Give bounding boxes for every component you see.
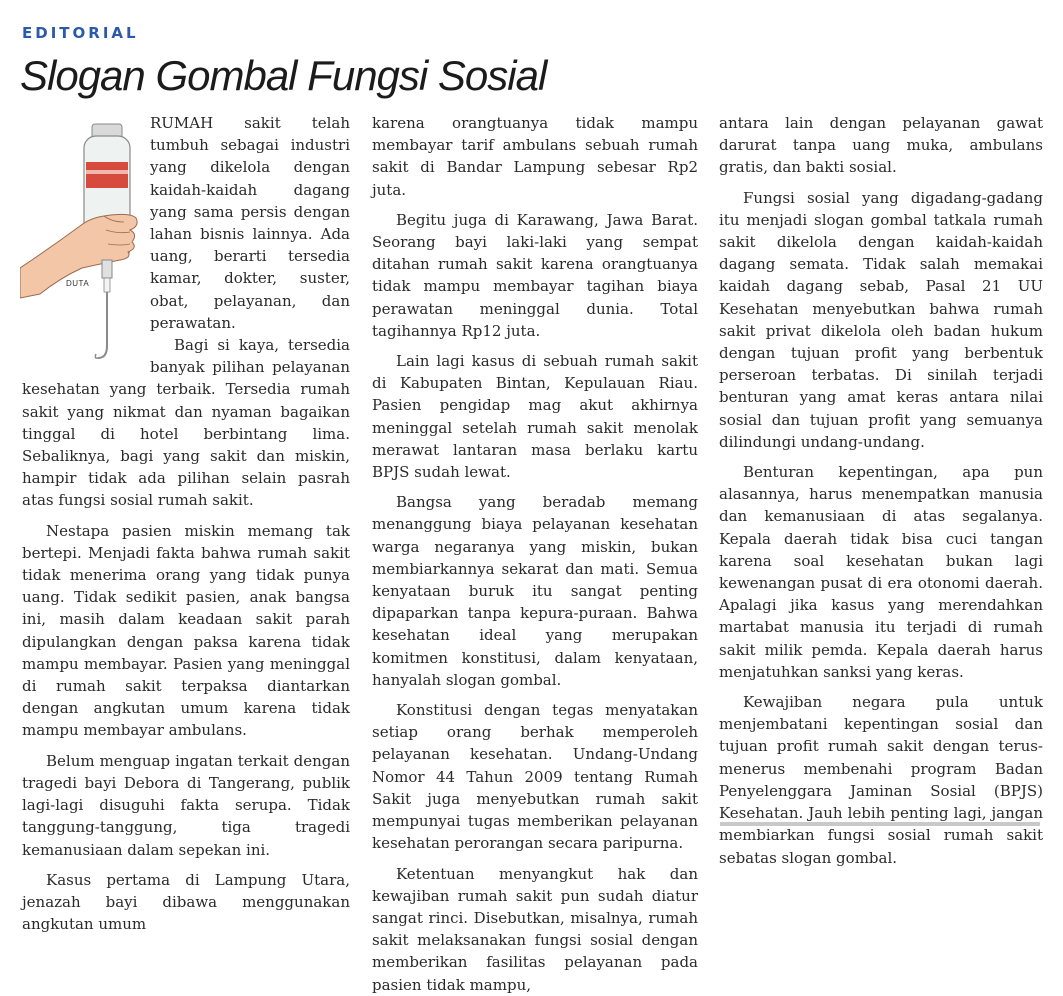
paragraph: karena orangtuanya tidak mampu membayar tarif ambulans sebuah rumah sakit di Bandar Lampung sebesar Rp2 juta.: [372, 114, 698, 199]
paragraph: antara lain dengan pelayanan gawat darurat tanpa uang muka, ambulans gratis, dan bakti sosial.: [719, 114, 1043, 177]
paragraph: Bangsa yang beradab memang menanggung biaya pelayanan kesehatan warga negaranya yang miskin, bukan membiarkannya sekarat dan mati. Semua kenyataan buruk itu sangat penting dipaparkan tanpa kepura-puraan. Bahwa kesehatan ideal yang merupakan komitmen konstitusi, dalam kenyataan, hanyalah slogan gombal.: [372, 493, 698, 689]
article-column-1: [22, 112, 350, 935]
paragraph: Belum menguap ingatan terkait dengan tragedi bayi Debora di Tangerang, publik lagi-lagi disuguhi fakta serupa. Tidak tanggung-tanggung, tiga tragedi kemanusiaan dalam sepekan ini.: [22, 751, 350, 859]
section-label: EDITORIAL: [22, 24, 139, 42]
illustration-spacer: [22, 112, 150, 374]
paragraph: Kasus pertama di Lampung Utara, jenazah bayi dibawa menggunakan angkutan umum: [22, 870, 350, 934]
paragraph: Begitu juga di Karawang, Jawa Barat. Seorang bayi laki-laki yang sempat ditahan rumah sakit karena orangtuanya tidak mampu membayar tagihan biaya perawatan meninggal dunia. Total tagihannya Rp12 juta.: [372, 210, 698, 340]
paragraph: RUMAH sakit telah tumbuh sebagai industri yang dikelola dengan kaidah-kaidah dagang yang sama persis dengan lahan bisnis lainnya. Ada uang, berarti tersedia kamar, dokter, suster, obat, pelayanan, dan perawatan.: [150, 114, 350, 332]
article-column-3: [719, 112, 1043, 869]
paragraph: Nestapa pasien miskin memang tak bertepi. Menjadi fakta bahwa rumah sakit tidak menerima orang yang tidak punya uang. Tidak sedikit pasien, anak bangsa ini, masih dalam keadaan sakit parah dipulangkan dengan paksa karena tidak mampu membayar. Pasien yang meninggal di rumah sakit terpaksa diantarkan dengan angkutan umum karena tidak mampu membayar ambulans.: [22, 521, 350, 740]
illustration-credit: DUTA: [66, 279, 90, 288]
paragraph: Bagi si kaya, tersedia banyak pilihan pelayanan kesehatan yang terbaik. Tersedia rumah sakit yang nikmat dan nyaman bagaikan tinggal di hotel berbintang lima. Sebaliknya, bagi yang sakit dan miskin, hampir tidak ada pilihan selain pasrah atas fungsi sosial rumah sakit.: [22, 336, 350, 510]
paragraph: Kewajiban negara pula untuk menjembatani kepentingan sosial dan tujuan profit rumah sakit dengan terus-menerus membenahi program Badan Penyelenggara Jaminan Sosial (BPJS) Kesehatan. Jauh lebih penting lagi, jangan membiarkan fungsi sosial rumah sakit sebatas slogan gombal.: [719, 693, 1043, 867]
paragraph: Lain lagi kasus di sebuah rumah sakit di Kabupaten Bintan, Kepulauan Riau. Pasien pengidap mag akut akhirnya meninggal setelah rumah sakit menolak merawat lantaran masa berlaku kartu BPJS sudah lewat.: [372, 352, 698, 482]
paragraph: Benturan kepentingan, apa pun alasannya, harus menempatkan manusia dan kemanusiaan di atas segalanya. Kepala daerah tidak bisa cuci tangan karena soal kesehatan bukan lagi kewenangan pusat di era otonomi daerah. Apalagi jika kasus yang merendahkan martabat manusia itu terjadi di rumah sakit milik pemda. Kepala daerah harus menjatuhkan sanksi yang keras.: [719, 463, 1043, 681]
paragraph: Konstitusi dengan tegas menyatakan setiap orang berhak memperoleh pelayanan kesehatan. Undang-Undang Nomor 44 Tahun 2009 tentang Rumah Sakit juga menyebutkan rumah sakit mempunyai tugas memberikan pelayanan kesehatan perorangan secara paripurna.: [372, 701, 698, 853]
editorial-title: Slogan Gombal Fungsi Sosial: [20, 52, 547, 99]
paragraph: Fungsi sosial yang digadang-gadang itu menjadi slogan gombal tatkala rumah sakit dikelola dengan kaidah-kaidah dagang semata. Tidak salah memakai kaidah dagang sebab, Pasal 21 UU Kesehatan menyebutkan bahwa rumah sakit privat dikelola oleh badan hukum dengan tujuan profit yang berbentuk perseroan terbatas. Di sinilah terjadi benturan yang amat keras antara nilai sosial dan tujuan profit yang semuanya dilindungi undang-undang.: [719, 188, 1043, 451]
paragraph: Ketentuan menyangkut hak dan kewajiban rumah sakit pun sudah diatur sangat rinci. Disebutkan, misalnya, rumah sakit melaksanakan fungsi sosial dengan memberikan fasilitas pelayanan pada pasien tidak mampu,: [372, 864, 698, 994]
article-column-2: [372, 112, 698, 996]
end-rule: [720, 822, 1040, 826]
